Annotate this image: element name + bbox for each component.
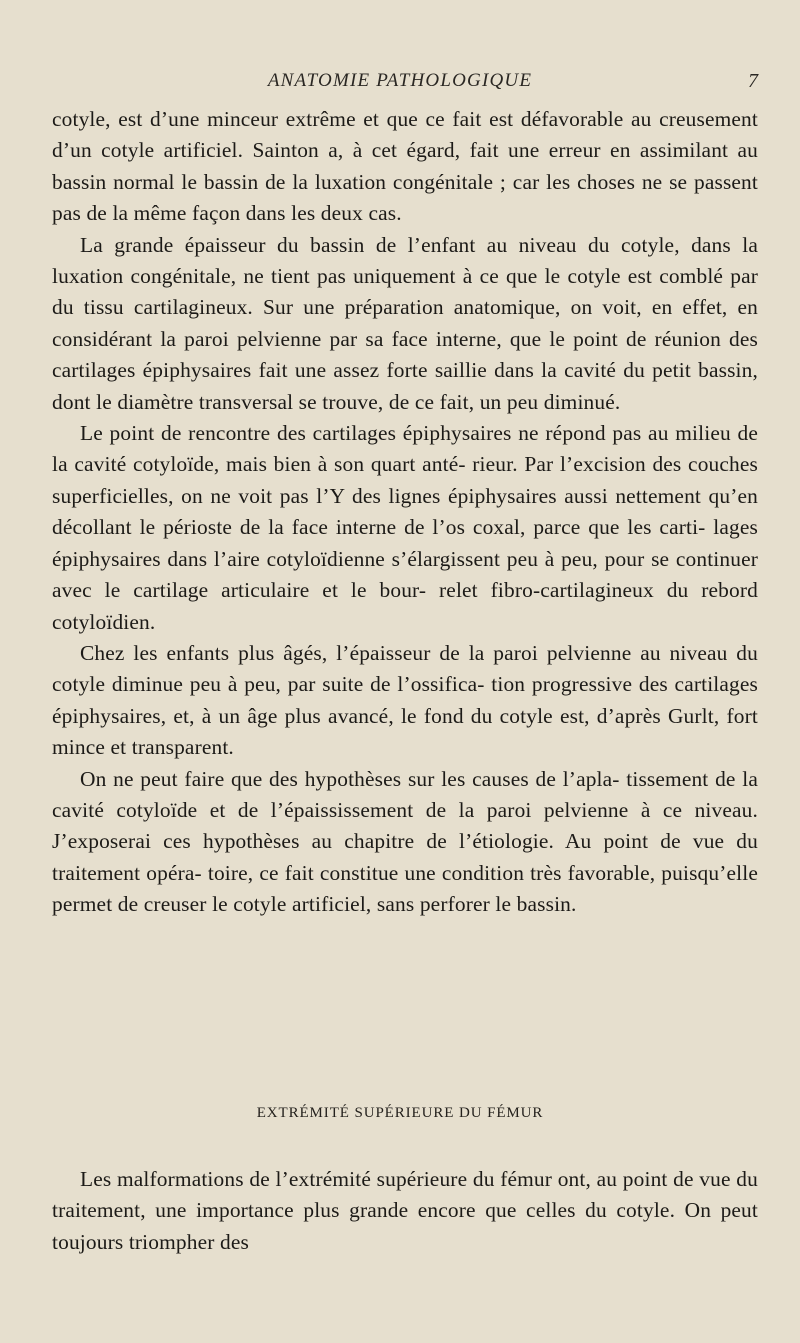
paragraph-3: Le point de rencontre des cartilages épiphysaires ne répond pas au milieu de la cavité cotyloïde, mais bien à son quart anté- rieur. Par l’excision des couches superficielles, on ne voit pas l’Y des lignes épiphysaires aussi nettement qu’en décollant le périoste de la face interne de l’os coxal, parce que les carti- lages épiphysaires dans l’aire cotyloïdienne s’élargissent peu à peu, pour se continuer avec le cartilage articulaire et le bour- relet fibro-cartilagineux du rebord cotyloïdien. <box>52 421 758 634</box>
page-number: 7 <box>748 70 758 92</box>
section-heading: EXTRÉMITÉ SUPÉRIEURE DU FÉMUR <box>256 1105 544 1121</box>
section-paragraph: Les malformations de l’extrémité supérieure du fémur ont, au point de vue du traitement, une importance plus grande encore que celles du cotyle. On peut toujours triompher des <box>52 1167 758 1254</box>
section-text <box>52 1164 758 1258</box>
paragraph-5: On ne peut faire que des hypothèses sur les causes de l’apla- tissement de la cavité cotyloïde et de l’épaississement de la paroi pelvienne à ce niveau. J’exposerai ces hypothèses au chapitre de l’étiologie. Au point de vue du traitement opéra- toire, ce fait constitue une condition très favorable, puisqu’elle permet de creuser le cotyle artificiel, sans perforer le bassin. <box>52 766 758 917</box>
main-text <box>52 104 758 921</box>
running-header <box>0 69 800 93</box>
running-title: ANATOMIE PATHOLOGIQUE <box>267 70 533 91</box>
paragraph-2: La grande épaisseur du bassin de l’enfant au niveau du cotyle, dans la luxation congénitale, ne tient pas uniquement à ce que le cotyle est comblé par du tissu cartilagineux. Sur une préparation anatomique, on voit, en effet, en considérant la paroi pelvienne par sa face interne, que le point de réunion des cartilages épiphysaires fait une assez forte saillie dans la cavité du petit bassin, dont le diamètre transversal se trouve, de ce fait, un peu diminué. <box>52 232 758 414</box>
paragraph-1: cotyle, est d’une minceur extrême et que ce fait est défavorable au creusement d’un cotyle artificiel. Sainton a, à cet égard, fait une erreur en assimilant au bassin normal le bassin de la luxation congénitale ; car les choses ne se passent pas de la même façon dans les deux cas. <box>52 107 758 226</box>
paragraph-4: Chez les enfants plus âgés, l’épaisseur de la paroi pelvienne au niveau du cotyle diminue peu à peu, par suite de l’ossifica- tion progressive des cartilages épiphysaires, et, à un âge plus avancé, le fond du cotyle est, d’après Gurlt, fort mince et transparent. <box>52 640 758 760</box>
